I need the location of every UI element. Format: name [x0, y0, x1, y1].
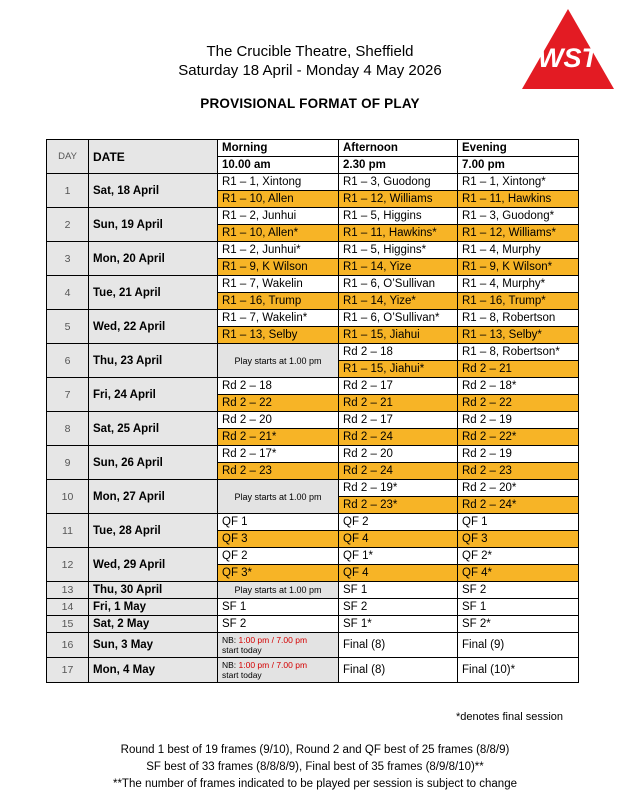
evening-session: R1 – 4, Murphy* [458, 276, 579, 293]
day-number: 6 [47, 344, 89, 378]
date-column-header: DATE [89, 140, 218, 174]
afternoon-session: Final (8) [339, 658, 458, 683]
schedule-row [47, 480, 579, 497]
day-date: Sun, 3 May [89, 633, 218, 658]
schedule-row [47, 208, 579, 225]
play-starts-note: Play starts at 1.00 pm [218, 582, 339, 599]
evening-session: Rd 2 – 22* [458, 429, 579, 446]
morning-session: R1 – 10, Allen* [218, 225, 339, 242]
day-date: Mon, 4 May [89, 658, 218, 683]
afternoon-session: Rd 2 – 19* [339, 480, 458, 497]
nb-times: 1:00 pm / 7.00 pm [238, 660, 308, 670]
schedule-row [47, 378, 579, 395]
schedule-row [47, 548, 579, 565]
morning-session: Rd 2 – 17* [218, 446, 339, 463]
morning-session: QF 1 [218, 514, 339, 531]
morning-session: QF 3* [218, 565, 339, 582]
day-number: 15 [47, 616, 89, 633]
evening-session: Rd 2 – 19 [458, 446, 579, 463]
evening-header: Evening [458, 140, 579, 157]
venue-line-1: The Crucible Theatre, Sheffield [206, 43, 414, 60]
evening-session: Rd 2 – 22 [458, 395, 579, 412]
format-line-2: SF best of 33 frames (8/8/8/9), Final best of 35 frames (8/9/8/10)** [146, 761, 484, 773]
afternoon-session: R1 – 14, Yize* [339, 293, 458, 310]
evening-session: Final (9) [458, 633, 579, 658]
afternoon-session: Rd 2 – 20 [339, 446, 458, 463]
nb-note-cell [218, 658, 339, 683]
morning-session: R1 – 7, Wakelin* [218, 310, 339, 327]
afternoon-session: R1 – 11, Hawkins* [339, 225, 458, 242]
day-date: Fri, 24 April [89, 378, 218, 412]
evening-session: R1 – 4, Murphy [458, 242, 579, 259]
schedule-row [47, 174, 579, 191]
afternoon-session: Rd 2 – 24 [339, 463, 458, 480]
morning-session: R1 – 1, Xintong [218, 174, 339, 191]
morning-session: R1 – 16, Trump [218, 293, 339, 310]
afternoon-session: SF 1* [339, 616, 458, 633]
evening-session: Rd 2 – 20* [458, 480, 579, 497]
evening-session: QF 1 [458, 514, 579, 531]
evening-session: R1 – 12, Williams* [458, 225, 579, 242]
schedule-row [47, 616, 579, 633]
morning-session: R1 – 10, Allen [218, 191, 339, 208]
nb-times: 1:00 pm / 7.00 pm [238, 635, 308, 645]
afternoon-session: R1 – 6, O’Sullivan* [339, 310, 458, 327]
nb-prefix: NB: [222, 635, 239, 645]
day-date: Sat, 18 April [89, 174, 218, 208]
afternoon-session: QF 4 [339, 565, 458, 582]
day-number: 3 [47, 242, 89, 276]
page-title: PROVISIONAL FORMAT OF PLAY [200, 96, 420, 111]
evening-session: SF 2 [458, 582, 579, 599]
day-date: Sat, 25 April [89, 412, 218, 446]
evening-time: 7.00 pm [458, 157, 579, 174]
day-date: Fri, 1 May [89, 599, 218, 616]
nb-suffix: start today [222, 645, 262, 655]
day-number: 17 [47, 658, 89, 683]
schedule-row [47, 276, 579, 293]
morning-session: Rd 2 – 21* [218, 429, 339, 446]
day-number: 5 [47, 310, 89, 344]
evening-session: R1 – 11, Hawkins [458, 191, 579, 208]
afternoon-session: Final (8) [339, 633, 458, 658]
afternoon-session: SF 1 [339, 582, 458, 599]
day-date: Tue, 21 April [89, 276, 218, 310]
day-number: 9 [47, 446, 89, 480]
nb-note-cell [218, 633, 339, 658]
afternoon-session: Rd 2 – 23* [339, 497, 458, 514]
afternoon-session: QF 4 [339, 531, 458, 548]
afternoon-session: R1 – 14, Yize [339, 259, 458, 276]
schedule-row [47, 310, 579, 327]
morning-session: SF 2 [218, 616, 339, 633]
day-date: Wed, 29 April [89, 548, 218, 582]
evening-session: QF 4* [458, 565, 579, 582]
morning-session: SF 1 [218, 599, 339, 616]
day-number: 10 [47, 480, 89, 514]
afternoon-session: R1 – 15, Jiahui [339, 327, 458, 344]
day-date: Mon, 20 April [89, 242, 218, 276]
morning-session: Rd 2 – 18 [218, 378, 339, 395]
day-column-header: DAY [47, 140, 89, 174]
play-starts-note: Play starts at 1.00 pm [218, 344, 339, 378]
schedule-row [47, 658, 579, 683]
evening-session: R1 – 13, Selby* [458, 327, 579, 344]
afternoon-session: Rd 2 – 17 [339, 412, 458, 429]
afternoon-session: R1 – 5, Higgins* [339, 242, 458, 259]
afternoon-header: Afternoon [339, 140, 458, 157]
day-date: Sat, 2 May [89, 616, 218, 633]
morning-session: R1 – 13, Selby [218, 327, 339, 344]
evening-session: R1 – 3, Guodong* [458, 208, 579, 225]
day-date: Mon, 27 April [89, 480, 218, 514]
evening-session: Rd 2 – 18* [458, 378, 579, 395]
evening-session: R1 – 1, Xintong* [458, 174, 579, 191]
afternoon-session: Rd 2 – 17 [339, 378, 458, 395]
afternoon-time: 2.30 pm [339, 157, 458, 174]
morning-session: QF 3 [218, 531, 339, 548]
day-number: 4 [47, 276, 89, 310]
afternoon-session: R1 – 15, Jiahui* [339, 361, 458, 378]
day-number: 13 [47, 582, 89, 599]
afternoon-session: SF 2 [339, 599, 458, 616]
venue-line-2: Saturday 18 April - Monday 4 May 2026 [178, 62, 442, 79]
morning-session: R1 – 2, Junhui* [218, 242, 339, 259]
day-number: 7 [47, 378, 89, 412]
afternoon-session: R1 – 6, O’Sullivan [339, 276, 458, 293]
day-date: Tue, 28 April [89, 514, 218, 548]
schedule-row [47, 344, 579, 361]
afternoon-session: Rd 2 – 18 [339, 344, 458, 361]
day-number: 12 [47, 548, 89, 582]
evening-session: SF 1 [458, 599, 579, 616]
morning-session: Rd 2 – 22 [218, 395, 339, 412]
morning-session: R1 – 7, Wakelin [218, 276, 339, 293]
day-number: 11 [47, 514, 89, 548]
schedule-row [47, 412, 579, 429]
schedule-row [47, 599, 579, 616]
morning-session: R1 – 9, K Wilson [218, 259, 339, 276]
logo-text: WST [538, 43, 598, 73]
schedule-row [47, 633, 579, 658]
play-starts-note: Play starts at 1.00 pm [218, 480, 339, 514]
morning-session: Rd 2 – 23 [218, 463, 339, 480]
morning-session: Rd 2 – 20 [218, 412, 339, 429]
afternoon-session: QF 2 [339, 514, 458, 531]
morning-time: 10.00 am [218, 157, 339, 174]
day-number: 16 [47, 633, 89, 658]
evening-session: Rd 2 – 24* [458, 497, 579, 514]
day-number: 1 [47, 174, 89, 208]
evening-session: Rd 2 – 19 [458, 412, 579, 429]
afternoon-session: Rd 2 – 21 [339, 395, 458, 412]
evening-session: SF 2* [458, 616, 579, 633]
morning-session: QF 2 [218, 548, 339, 565]
schedule-row [47, 582, 579, 599]
morning-header: Morning [218, 140, 339, 157]
schedule-row [47, 514, 579, 531]
evening-session: R1 – 9, K Wilson* [458, 259, 579, 276]
day-number: 14 [47, 599, 89, 616]
afternoon-session: R1 – 12, Williams [339, 191, 458, 208]
evening-session: QF 2* [458, 548, 579, 565]
day-date: Thu, 23 April [89, 344, 218, 378]
evening-session: R1 – 8, Robertson* [458, 344, 579, 361]
evening-session: Rd 2 – 23 [458, 463, 579, 480]
evening-session: QF 3 [458, 531, 579, 548]
morning-session: R1 – 2, Junhui [218, 208, 339, 225]
evening-session: Rd 2 – 21 [458, 361, 579, 378]
afternoon-session: R1 – 5, Higgins [339, 208, 458, 225]
nb-prefix: NB: [222, 660, 239, 670]
nb-suffix: start today [222, 670, 262, 680]
final-session-note: *denotes final session [456, 711, 564, 723]
day-date: Sun, 26 April [89, 446, 218, 480]
afternoon-session: Rd 2 – 24 [339, 429, 458, 446]
day-number: 2 [47, 208, 89, 242]
schedule-table [46, 139, 579, 683]
evening-session: R1 – 8, Robertson [458, 310, 579, 327]
afternoon-session: R1 – 3, Guodong [339, 174, 458, 191]
evening-session: R1 – 16, Trump* [458, 293, 579, 310]
day-date: Sun, 19 April [89, 208, 218, 242]
day-date: Wed, 22 April [89, 310, 218, 344]
format-line-1: Round 1 best of 19 frames (9/10), Round 2 and QF best of 25 frames (8/8/9) [120, 744, 510, 756]
evening-session: Final (10)* [458, 658, 579, 683]
format-line-3: **The number of frames indicated to be played per session is subject to change [112, 778, 517, 790]
day-date: Thu, 30 April [89, 582, 218, 599]
schedule-row [47, 242, 579, 259]
day-number: 8 [47, 412, 89, 446]
afternoon-session: QF 1* [339, 548, 458, 565]
schedule-row [47, 446, 579, 463]
